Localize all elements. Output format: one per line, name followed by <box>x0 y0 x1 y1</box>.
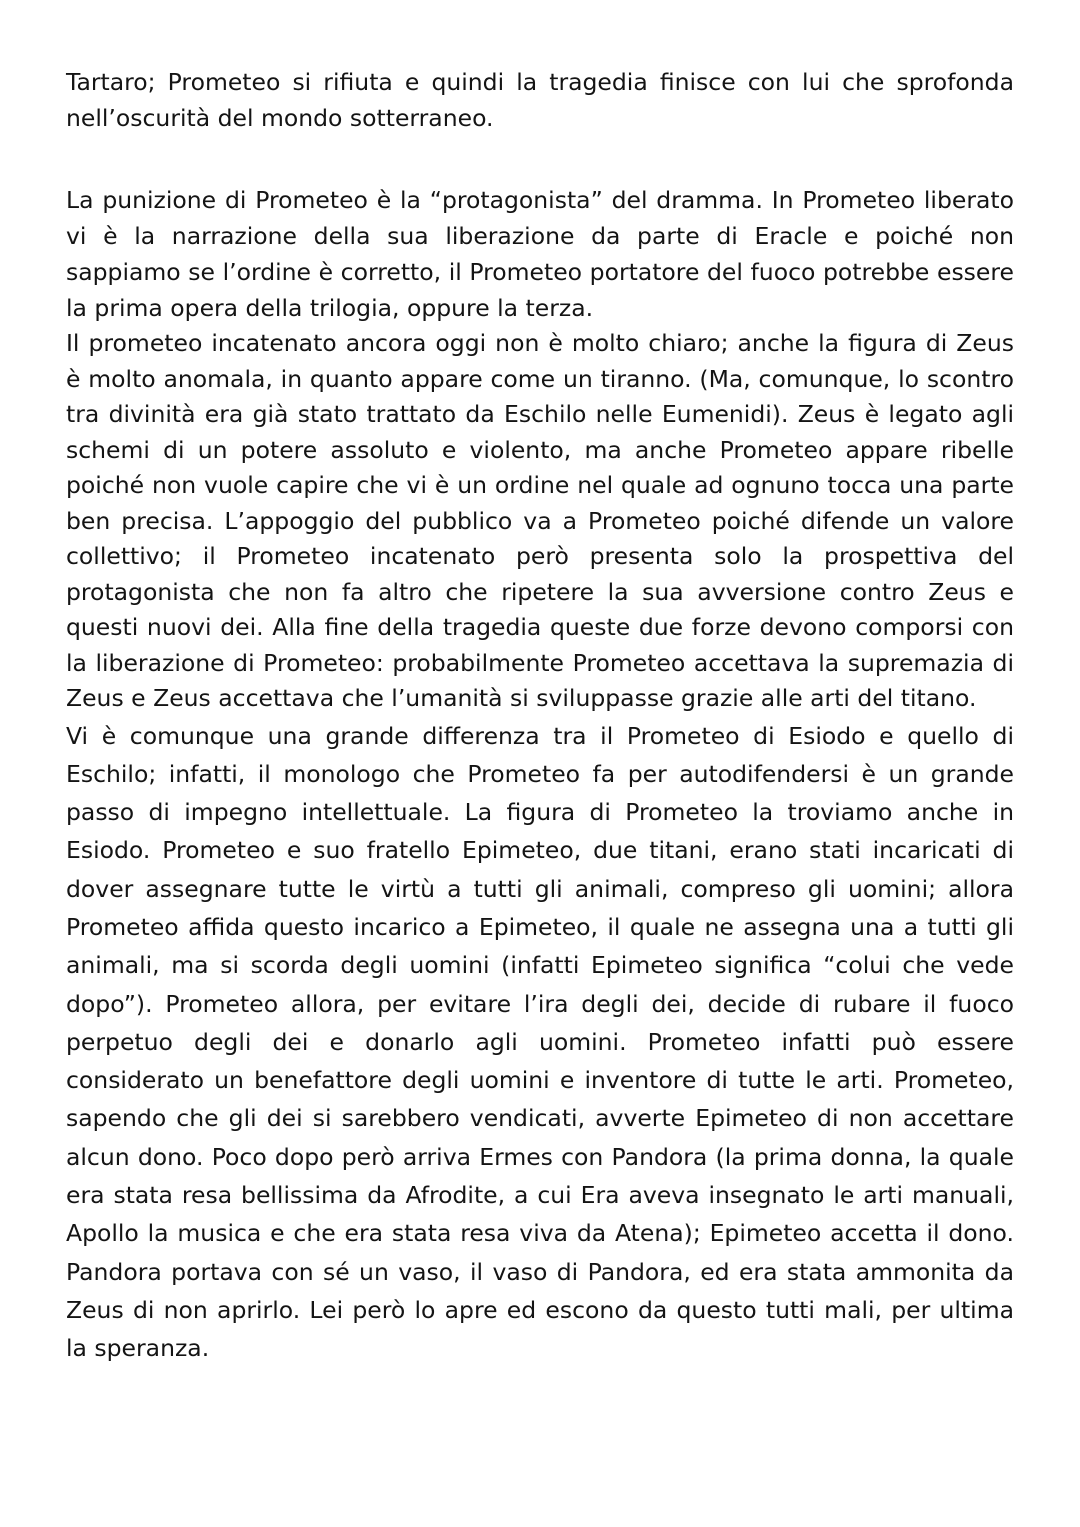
paragraph-tartaro: Tartaro; Prometeo si rifiuta e quindi la tragedia finisce con lui che sprofonda nell’oscurità del mondo sotterraneo. <box>66 68 1014 132</box>
paragraph-prometeo-incatenato: Il prometeo incatenato ancora oggi non è molto chiaro; anche la figura di Zeus è molto anomala, in quanto appare come un tiranno. (Ma, comunque, lo scontro tra divinità era già stato trattato da Eschilo nelle Eumenidi). Zeus è legato agli schemi di un potere assoluto e violento, ma anche Prometeo appare ribelle poiché non vuole capire che vi è un ordine nel quale ad ognuno tocca una parte ben precisa. L’appoggio del pubblico va a Prometeo poiché difende un valore collettivo; il Prometeo incatenato però presenta solo la prospettiva del protagonista che non fa altro che ripetere la sua avversione contro Zeus e questi nuovi dei. Alla fine della tragedia queste due forze devono comporsi con la liberazione di Prometeo: probabilmente Prometeo accettava la supremazia di Zeus e Zeus accettava che l’umanità si sviluppasse grazie alle arti del titano. <box>66 329 1014 712</box>
paragraph-esiodo-eschilo: Vi è comunque una grande differenza tra il Prometeo di Esiodo e quello di Eschilo; infatti, il monologo che Prometeo fa per autodifendersi è un grande passo di impegno intellettuale. La figura di Prometeo la troviamo anche in Esiodo. Prometeo e suo fratello Epimeteo, due titani, erano stati incaricati di dover assegnare tutte le virtù a tutti gli animali, compreso gli uomini; allora Prometeo affida questo incarico a Epimeteo, il quale ne assegna una a tutti gli animali, ma si scorda degli uomini (infatti Epimeteo significa “colui che vede dopo”). Prometeo allora, per evitare l’ira degli dei, decide di rubare il fuoco perpetuo degli dei e donarlo agli uomini. Prometeo infatti può essere considerato un benefattore degli uomini e inventore di tutte le arti. Prometeo, sapendo che gli dei si sarebbero vendicati, avverte Epimeteo di non accettare alcun dono. Poco dopo però arriva Ermes con Pandora (la prima donna, la quale era stata resa bellissima da Afrodite, a cui Era aveva insegnato le arti manuali, Apollo la musica e che era stata resa viva da Atena); Epimeteo accetta il dono. Pandora portava con sé un vaso, il vaso di Pandora, ed era stata ammonita da Zeus di non aprirlo. Lei però lo apre ed escono da questo tutti mali, per ultima la speranza. <box>66 721 1014 1363</box>
paragraph-punizione: La punizione di Prometeo è la “protagonista” del dramma. In Prometeo liberato vi è la narrazione della sua liberazione da parte di Eracle e poiché non sappiamo se l’ordine è corretto, il Prometeo portatore del fuoco potrebbe essere la prima opera della trilogia, oppure la terza. <box>66 186 1014 322</box>
document-page <box>66 64 1014 1368</box>
